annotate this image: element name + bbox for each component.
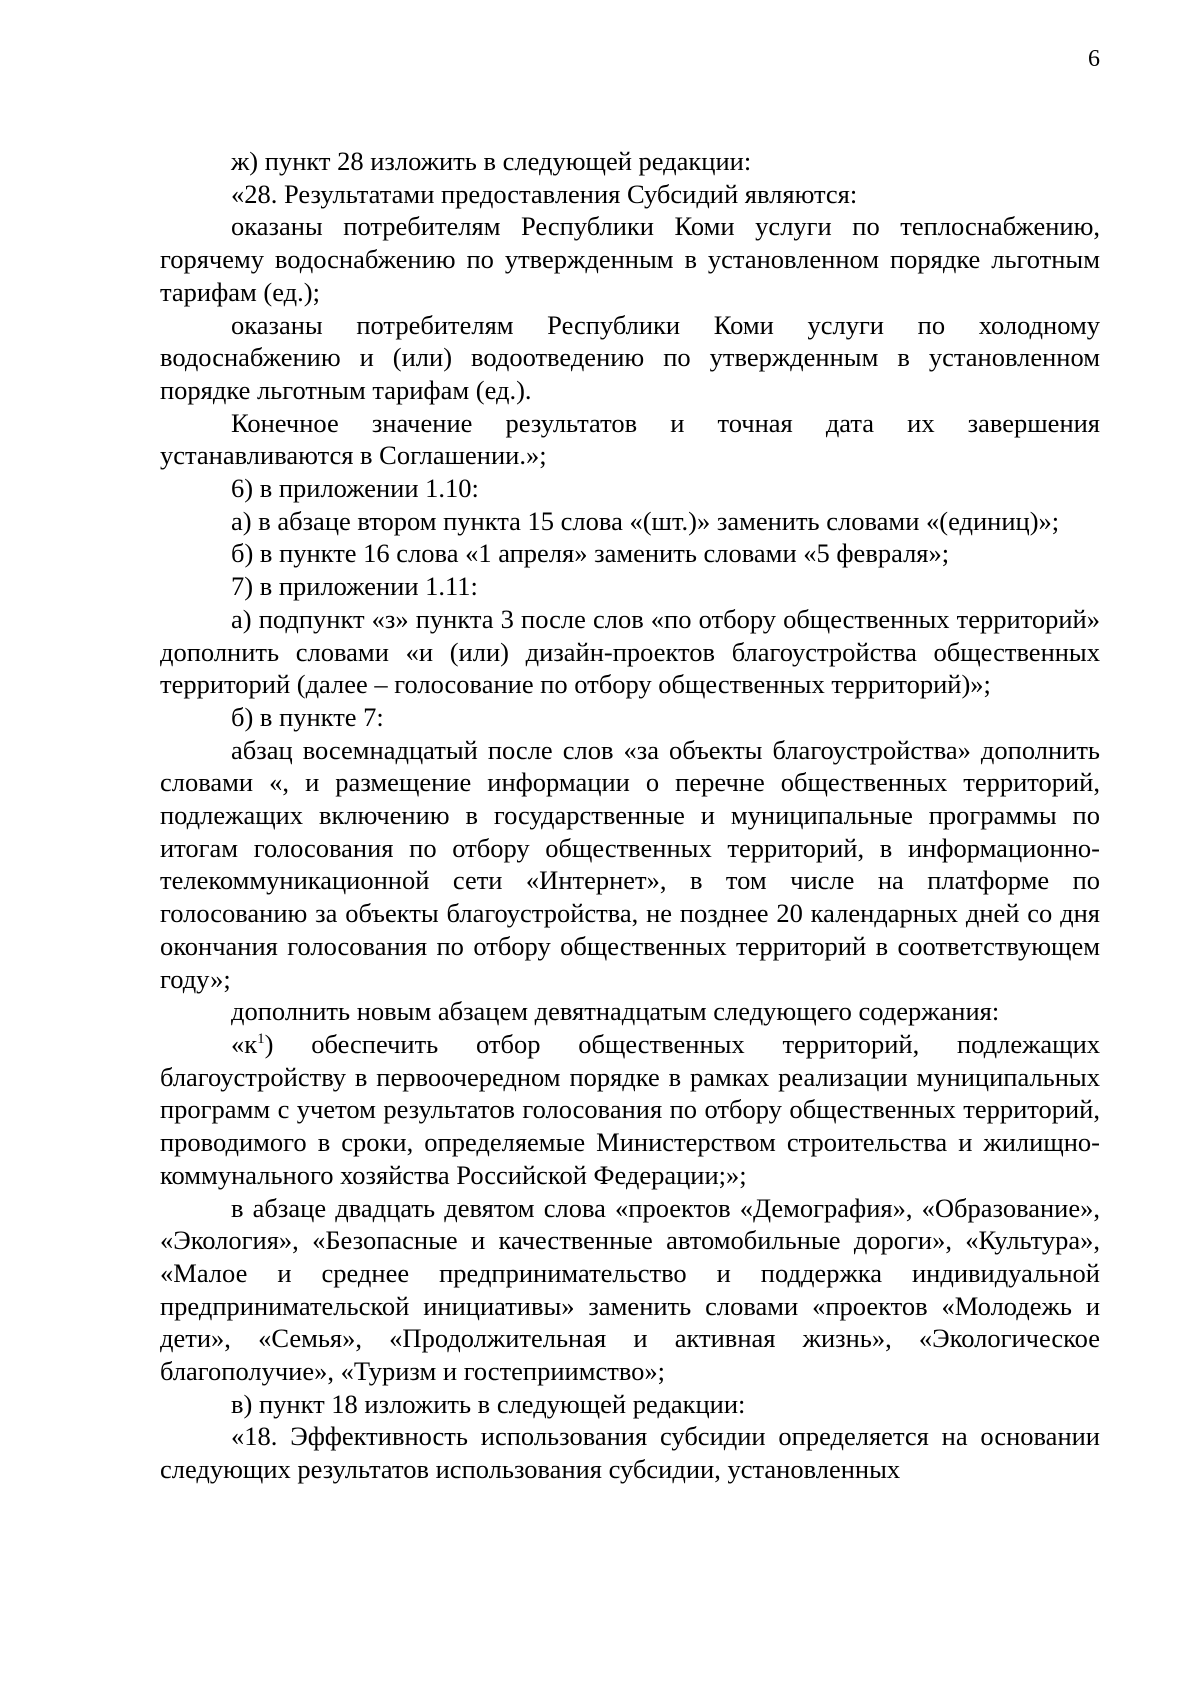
document-body [160, 145, 1100, 1486]
paragraph: дополнить новым абзацем девятнадцатым следующего содержания: [231, 996, 1000, 1027]
page-number: 6 [1088, 46, 1100, 72]
k1-prefix: «к [231, 1028, 258, 1059]
paragraph: 7) в приложении 1.11: [231, 571, 478, 602]
paragraph: 6) в приложении 1.10: [231, 473, 479, 504]
paragraph-k1 [160, 1028, 1100, 1192]
paragraph: в) пункт 18 изложить в следующей редакции: [231, 1388, 746, 1419]
k1-text: ) обеспечить отбор общественных территорий, подлежащих благоустройству в первоочередном порядке в рамках реализации муниципальных программ с учетом результатов голосования по отбору общественных территорий, проводимого в сроки, определяемые Министерством строительства и жилищно-коммунального хозяйства Российской Федерации;»; [160, 1028, 1100, 1190]
paragraph: а) в абзаце втором пункта 15 слова «(шт.)» заменить словами «(единиц)»; [231, 505, 1060, 536]
paragraph: б) в пункте 7: [231, 701, 384, 732]
paragraph: оказаны потребителям Республики Коми услуги по холодному водоснабжению и (или) водоотведению по утвержденным в установленном порядке льготным тарифам (ед.). [160, 309, 1100, 405]
paragraph: в абзаце двадцать девятом слова «проектов «Демография», «Образование», «Экология», «Безопасные и качественные автомобильные дороги», «Культура», «Малое и среднее предпринимательство и поддержка индивидуальной предпринимательской инициативы» заменить словами «проектов «Молодежь и дети», «Семья», «Продолжительная и активная жизнь», «Экологическое благополучие», «Туризм и гостеприимство»; [160, 1192, 1100, 1387]
paragraph: абзац восемнадцатый после слов «за объекты благоустройства» дополнить словами «, и размещение информации о перечне общественных территорий, подлежащих включению в государственные и муниципальные программы по итогам голосования по отбору общественных территорий, в информационно-телекоммуникационной сети «Интернет», в том числе на платформе по голосованию за объекты благоустройства, не позднее 20 календарных дней со дня окончания голосования по отбору общественных территорий в соответствующем году»; [160, 734, 1100, 994]
paragraph: б) в пункте 16 слова «1 апреля» заменить словами «5 февраля»; [231, 538, 950, 569]
paragraph: оказаны потребителям Республики Коми услуги по теплоснабжению, горячему водоснабжению по утвержденным в установленном порядке льготным тарифам (ед.); [160, 211, 1100, 307]
k1-superscript: 1 [257, 1030, 265, 1047]
paragraph: Конечное значение результатов и точная дата их завершения устанавливаются в Соглашении.»; [160, 407, 1100, 471]
paragraph: «18. Эффективность использования субсидии определяется на основании следующих результатов использования субсидии, установленных [160, 1421, 1100, 1485]
paragraph: «28. Результатами предоставления Субсидий являются: [231, 178, 858, 209]
paragraph: ж) пункт 28 изложить в следующей редакции: [231, 146, 752, 176]
paragraph: а) подпункт «з» пункта 3 после слов «по отбору общественных территорий» дополнить словами «и (или) дизайн-проектов благоустройства общественных территорий (далее – голосование по отбору общественных территорий)»; [160, 603, 1100, 700]
